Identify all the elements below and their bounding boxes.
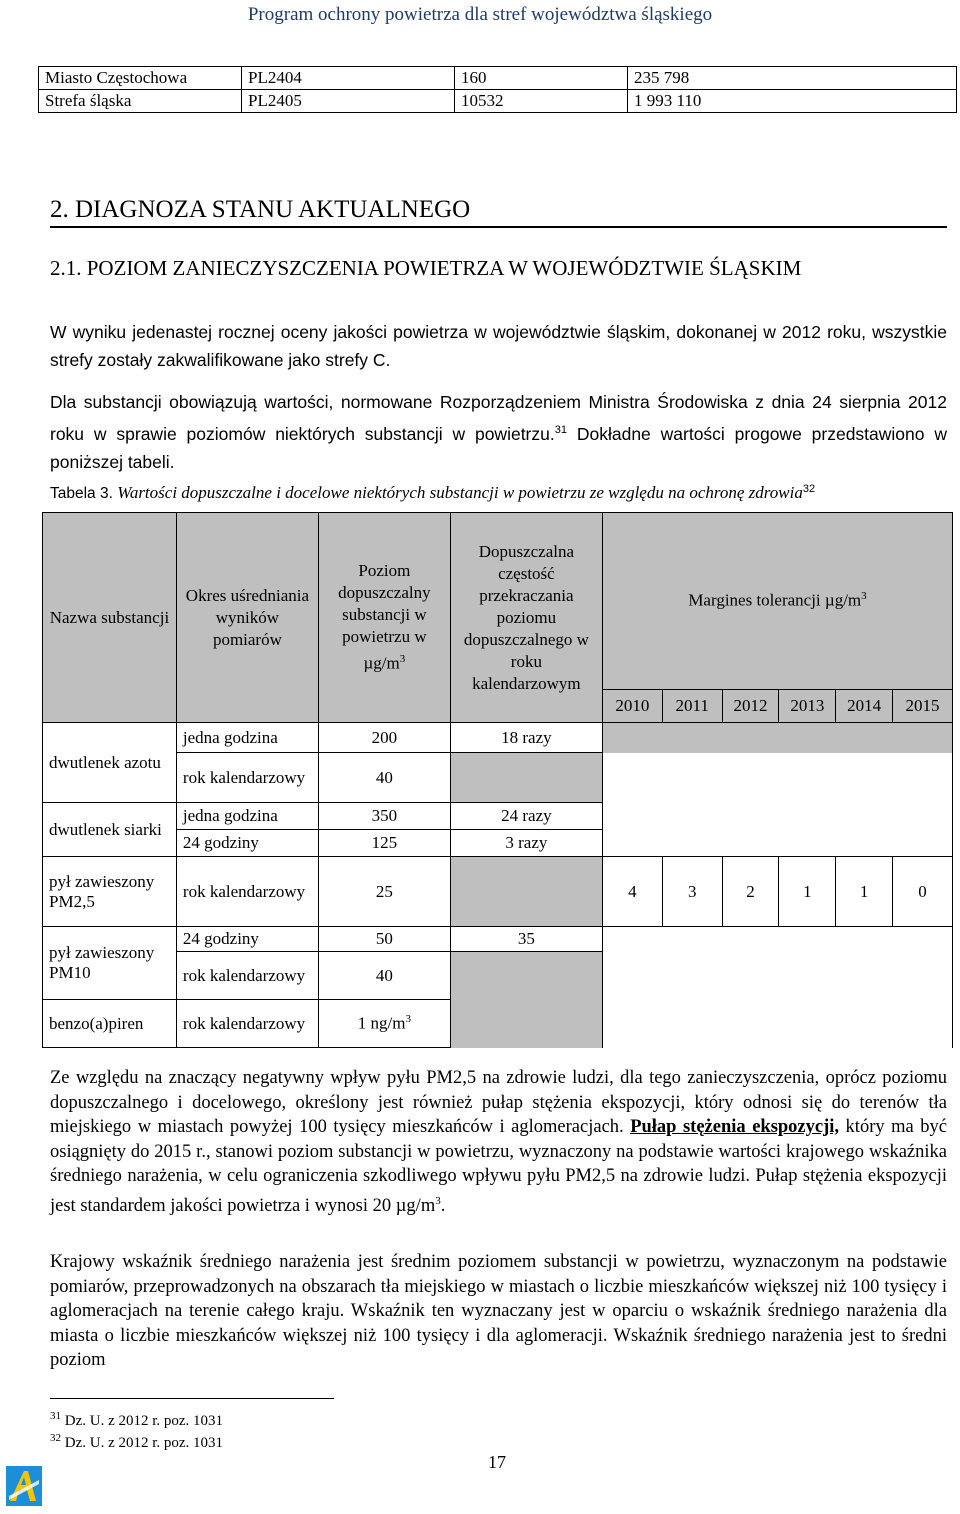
- table-row: [43, 723, 953, 753]
- caption-label: Tabela 3.: [50, 485, 118, 503]
- frequency-blank: [450, 753, 602, 803]
- footnote-divider: [50, 1398, 334, 1399]
- frequency-cell: 24 razy: [450, 803, 602, 830]
- margin-blank: [602, 803, 952, 830]
- substance-name: benzo(a)piren: [43, 1000, 177, 1048]
- frequency-cell: 35: [450, 927, 602, 952]
- header-margin: [602, 513, 952, 690]
- frequency-blank: [450, 952, 602, 1000]
- level-cell: 40: [318, 753, 450, 803]
- page-number: 17: [488, 1452, 506, 1472]
- period-cell: jedna godzina: [176, 723, 318, 753]
- period-cell: rok kalendarzowy: [176, 753, 318, 803]
- superscript: 3: [399, 653, 406, 666]
- period-cell: jedna godzina: [176, 803, 318, 830]
- level-cell: 125: [318, 830, 450, 857]
- substance-name: dwutlenek siarki: [43, 803, 177, 857]
- margin-2015: 0: [893, 857, 953, 927]
- header-frequency: Dopuszczalna częstość przekraczania poziomu dopuszczalnego w roku kalendarzowym: [450, 513, 602, 723]
- zones-table: [38, 66, 957, 113]
- header-level: [318, 513, 450, 723]
- substance-name: pył zawieszony PM2,5: [43, 857, 177, 927]
- paragraph-2: [50, 388, 947, 476]
- level-cell: 350: [318, 803, 450, 830]
- table-row: [39, 90, 957, 113]
- subsection-heading: 2.1. POZIOM ZANIECZYSZCZENIA POWIETRZA W WOJEWÓDZTWIE ŚLĄSKIM: [50, 256, 802, 280]
- table-cell: Strefa śląska: [39, 90, 242, 113]
- period-cell: 24 godziny: [176, 830, 318, 857]
- superscript: 3: [861, 590, 867, 602]
- paragraph-text: .: [440, 1196, 446, 1217]
- emphasized-term: Pułap stężenia ekspozycji,: [630, 1117, 840, 1138]
- table-header-row: [43, 513, 953, 690]
- table-cell: PL2404: [242, 67, 455, 90]
- margin-2013: 1: [779, 857, 836, 927]
- level-cell: [318, 1000, 450, 1048]
- page-header: Program ochrony powietrza dla stref województwa śląskiego: [247, 4, 713, 25]
- footnote-number: 32: [50, 1432, 61, 1444]
- table-cell: 1 993 110: [628, 90, 957, 113]
- margin-2014: 1: [836, 857, 893, 927]
- period-cell: rok kalendarzowy: [176, 952, 318, 1000]
- footnote-ref: 32: [802, 483, 816, 495]
- table-row: [43, 830, 953, 857]
- footnote-text: Dz. U. z 2012 r. poz. 1031: [61, 1435, 224, 1451]
- year-2013: 2013: [779, 690, 836, 723]
- frequency-cell: 3 razy: [450, 830, 602, 857]
- paragraph-text: Dokładne wartości progowe przedstawiono w poniższej tabeli.: [50, 423, 947, 472]
- caption-text: Wartości dopuszczalne i docelowe niektórych substancji w powietrzu ze względu na ochronę zdrowia: [117, 483, 803, 503]
- table-row: [43, 857, 953, 927]
- header-margin-text: Margines tolerancji µg/m: [688, 590, 862, 610]
- margin-2012: 2: [722, 857, 779, 927]
- footnote: [50, 1410, 223, 1430]
- level-text: 1 ng/m: [357, 1013, 406, 1033]
- margin-blank: [602, 723, 952, 753]
- paragraph-text: Dla substancji obowiązują wartości, normowane Rozporządzeniem Ministra Środowiska z dnia 24 sierpnia 2012 roku w sprawie poziomów niektórych substancji w powietrzu.: [50, 392, 947, 444]
- margin-2011: 3: [662, 857, 722, 927]
- table-row: [43, 1000, 953, 1048]
- year-2015: 2015: [893, 690, 953, 723]
- footnote-ref: 31: [554, 424, 567, 436]
- frequency-blank: [450, 857, 602, 927]
- margin-blank: [602, 927, 952, 952]
- paragraph-text: który ma być osiągnięty do 2015 r., stanowi poziom substancji w powietrzu, wyznaczony na podstawie wartości krajowego wskaźnika średniego narażenia, w celu ograniczenia szkodliwego wpływu pyłu PM2,5 na zdrowie ludzi. Pułap stężenia ekspozycji jest standardem jakości powietrza i wynosi 20 µg/m: [50, 1117, 947, 1217]
- period-cell: rok kalendarzowy: [176, 857, 318, 927]
- level-cell: 50: [318, 927, 450, 952]
- year-2010: 2010: [602, 690, 662, 723]
- table-cell: 10532: [455, 90, 628, 113]
- substance-name: dwutlenek azotu: [43, 723, 177, 803]
- footnote-text: Dz. U. z 2012 r. poz. 1031: [61, 1413, 224, 1429]
- margin-blank: [602, 952, 952, 1000]
- section-heading: 2. DIAGNOZA STANU AKTUALNEGO: [50, 196, 947, 228]
- level-cell: 25: [318, 857, 450, 927]
- level-cell: 40: [318, 952, 450, 1000]
- year-2012: 2012: [722, 690, 779, 723]
- header-name: Nazwa substancji: [43, 513, 177, 723]
- paragraph-text: Ze względu na znaczący negatywny wpływ pyłu PM2,5 na zdrowie ludzi, dla tego zanieczyszczenia, oprócz poziomu dopuszczalnego i docelowego, określony jest również pułap stężenia ekspozycji, który odnosi się do terenów tła miejskiego w miastach powyżej 100 tysięcy mieszkańców i aglomeracjach.: [50, 1068, 947, 1138]
- substance-name: pył zawieszony PM10: [43, 927, 177, 1000]
- logo-icon: [6, 1466, 42, 1506]
- frequency-cell: 18 razy: [450, 723, 602, 753]
- margin-blank: [602, 830, 952, 857]
- table-cell: Miasto Częstochowa: [39, 67, 242, 90]
- margin-2010: 4: [602, 857, 662, 927]
- paragraph-4: Krajowy wskaźnik średniego narażenia jest średnim poziomem substancji w powietrzu, wyznaczonym na podstawie pomiarów, przeprowadzonych na obszarach tła miejskiego w miastach o liczbie mieszkańców większej niż 100 tysięcy i aglomeracjach na terenie całego kraju. Wskaźnik ten wyznaczany jest w oparciu o wskaźnik średniego narażenia dla miasta o liczbie mieszkańców większej niż 100 tysięcy i dla aglomeracji. Wskaźnik średniego narażenia jest to średni poziom: [50, 1252, 947, 1371]
- table-cell: PL2405: [242, 90, 455, 113]
- level-cell: 200: [318, 723, 450, 753]
- table-cell: 235 798: [628, 67, 957, 90]
- header-level-text: Poziom dopuszczalny substancji w powietrzu w µg/m: [338, 561, 431, 673]
- year-2011: 2011: [662, 690, 722, 723]
- period-cell: 24 godziny: [176, 927, 318, 952]
- superscript: 3: [435, 1194, 441, 1207]
- paragraph-3: [50, 1066, 947, 1219]
- superscript: 3: [405, 1013, 411, 1026]
- margin-blank: [602, 753, 952, 803]
- table-row: [43, 927, 953, 952]
- footnote-number: 31: [50, 1410, 61, 1422]
- table-row: [43, 753, 953, 803]
- period-cell: rok kalendarzowy: [176, 1000, 318, 1048]
- year-2014: 2014: [836, 690, 893, 723]
- frequency-blank: [450, 1000, 602, 1048]
- table-row: [43, 803, 953, 830]
- paragraph-1: W wyniku jedenastej rocznej oceny jakości powietrza w województwie śląskim, dokonanej w 2012 roku, wszystkie strefy zostały zakwalifikowane jako strefy C.: [50, 322, 947, 370]
- table-row: [39, 67, 957, 90]
- footnote: [50, 1432, 223, 1452]
- table-cell: 160: [455, 67, 628, 90]
- table-row: [43, 952, 953, 1000]
- table-caption: [50, 483, 955, 503]
- header-period: Okres uśredniania wyników pomiarów: [176, 513, 318, 723]
- margin-blank: [602, 1000, 952, 1048]
- limits-table: [42, 512, 953, 1048]
